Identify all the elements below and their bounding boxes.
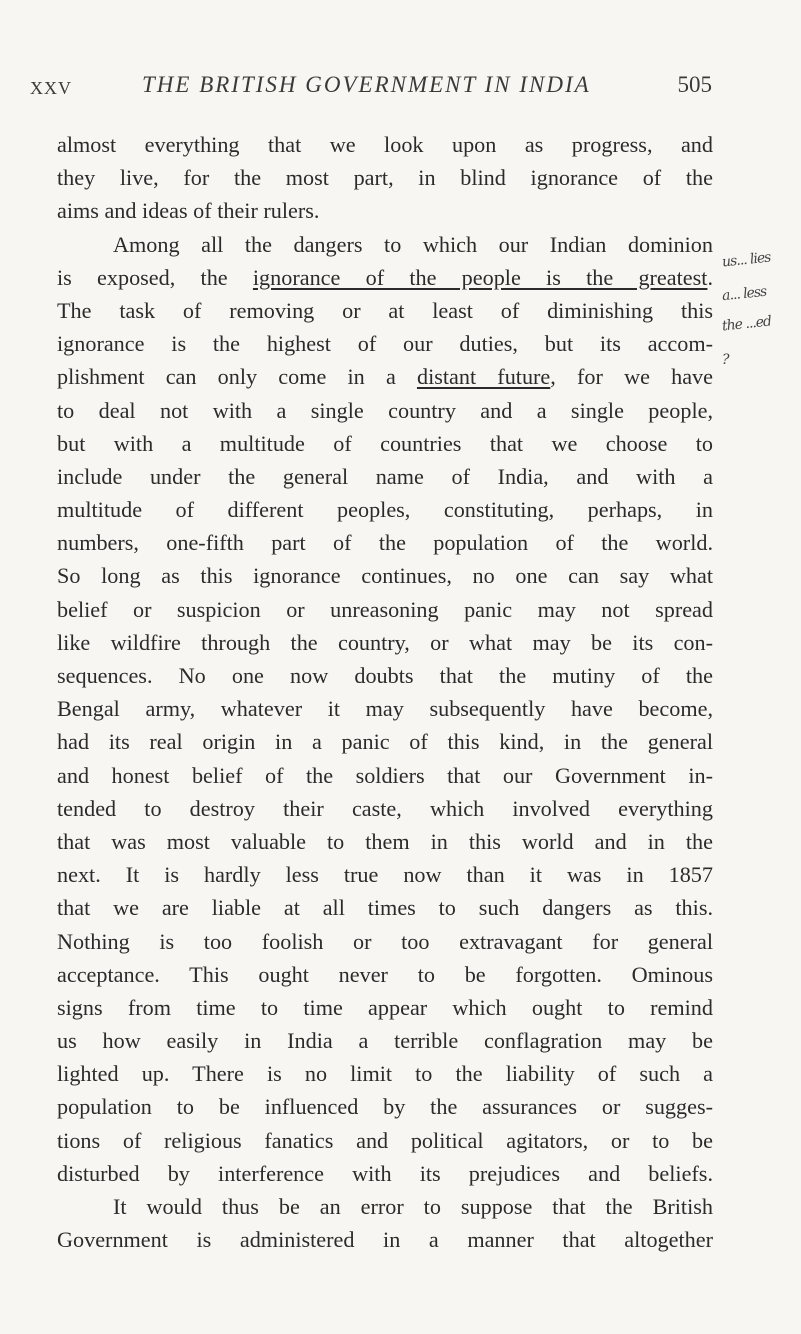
- handwritten-margin-notes: [721, 249, 801, 372]
- text-line: The task of removing or at least of diminishing this: [57, 297, 713, 323]
- text-line: So long as this ignorance continues, no one can say what: [57, 563, 713, 589]
- text-line: that we are liable at all times to such dangers as this.: [57, 895, 713, 921]
- text-line: almost everything that we look upon as progress, and: [57, 132, 713, 157]
- margin-note: ?: [722, 352, 729, 368]
- text-line: It would thus be an error to suppose that the British: [113, 1194, 713, 1219]
- text-line: signs from time to time appear which ought to remind: [57, 994, 713, 1020]
- text-line: population to be influenced by the assurances or sugges-: [57, 1094, 713, 1120]
- text-line: Government is administered in a manner that altogether: [57, 1227, 713, 1253]
- margin-note: us... lies: [721, 249, 772, 271]
- text-line: tions of religious fanatics and political agitators, or to be: [57, 1127, 713, 1153]
- text-line: us how easily in India a terrible conflagration may be: [57, 1028, 713, 1054]
- text-line: to deal not with a single country and a single people,: [57, 397, 713, 423]
- text-line: had its real origin in a panic of this kind, in the general: [57, 729, 713, 755]
- text-line: aims and ideas of their rulers.: [57, 198, 320, 224]
- underlined-phrase: ignorance of the people is the greatest: [252, 264, 708, 290]
- text-line: next. It is hardly less true now than it was in 1857: [57, 862, 713, 888]
- text-line: multitude of different peoples, constituting, perhaps, in: [57, 497, 713, 523]
- running-title: THE BRITISH GOVERNMENT IN INDIA: [142, 72, 591, 97]
- text-line: they live, for the most part, in blind ignorance of the: [57, 165, 713, 191]
- text-line: Among all the dangers to which our Indian dominion: [113, 231, 713, 257]
- text-line: like wildfire through the country, or what may be its con-: [57, 629, 713, 655]
- chapter-number: XXV: [30, 78, 72, 98]
- text-line: and honest belief of the soldiers that our Government in-: [57, 762, 713, 788]
- body-text: [57, 128, 713, 1256]
- text-line: Bengal army, whatever it may subsequently have become,: [57, 696, 713, 722]
- margin-note: a... less: [721, 283, 767, 305]
- text-line: lighted up. There is no limit to the liability of such a: [57, 1061, 713, 1087]
- underlined-phrase: distant future: [416, 364, 551, 390]
- text-line: tended to destroy their caste, which involved everything: [57, 795, 713, 821]
- page-number: 505: [677, 72, 712, 97]
- text-line: disturbed by interference with its prejudices and beliefs.: [57, 1160, 713, 1186]
- text-line: Nothing is too foolish or too extravagant for general: [57, 928, 713, 954]
- text-line: plishment can only come in a distant future, for we have: [57, 364, 713, 390]
- running-header: [30, 72, 712, 112]
- text-line: include under the general name of India, and with a: [57, 463, 713, 489]
- text-line: but with a multitude of countries that we choose to: [57, 430, 713, 456]
- text-line: belief or suspicion or unreasoning panic may not spread: [57, 596, 713, 622]
- text-line: is exposed, the ignorance of the people is the greatest.: [57, 264, 713, 290]
- text-line: ignorance is the highest of our duties, but its accom-: [57, 331, 713, 357]
- text-line: acceptance. This ought never to be forgotten. Ominous: [57, 961, 713, 987]
- text-line: sequences. No one now doubts that the mutiny of the: [57, 663, 713, 688]
- text-line: that was most valuable to them in this world and in the: [57, 828, 713, 854]
- text-line: numbers, one-fifth part of the population of the world.: [57, 530, 713, 556]
- margin-note: the ...ed: [721, 313, 772, 335]
